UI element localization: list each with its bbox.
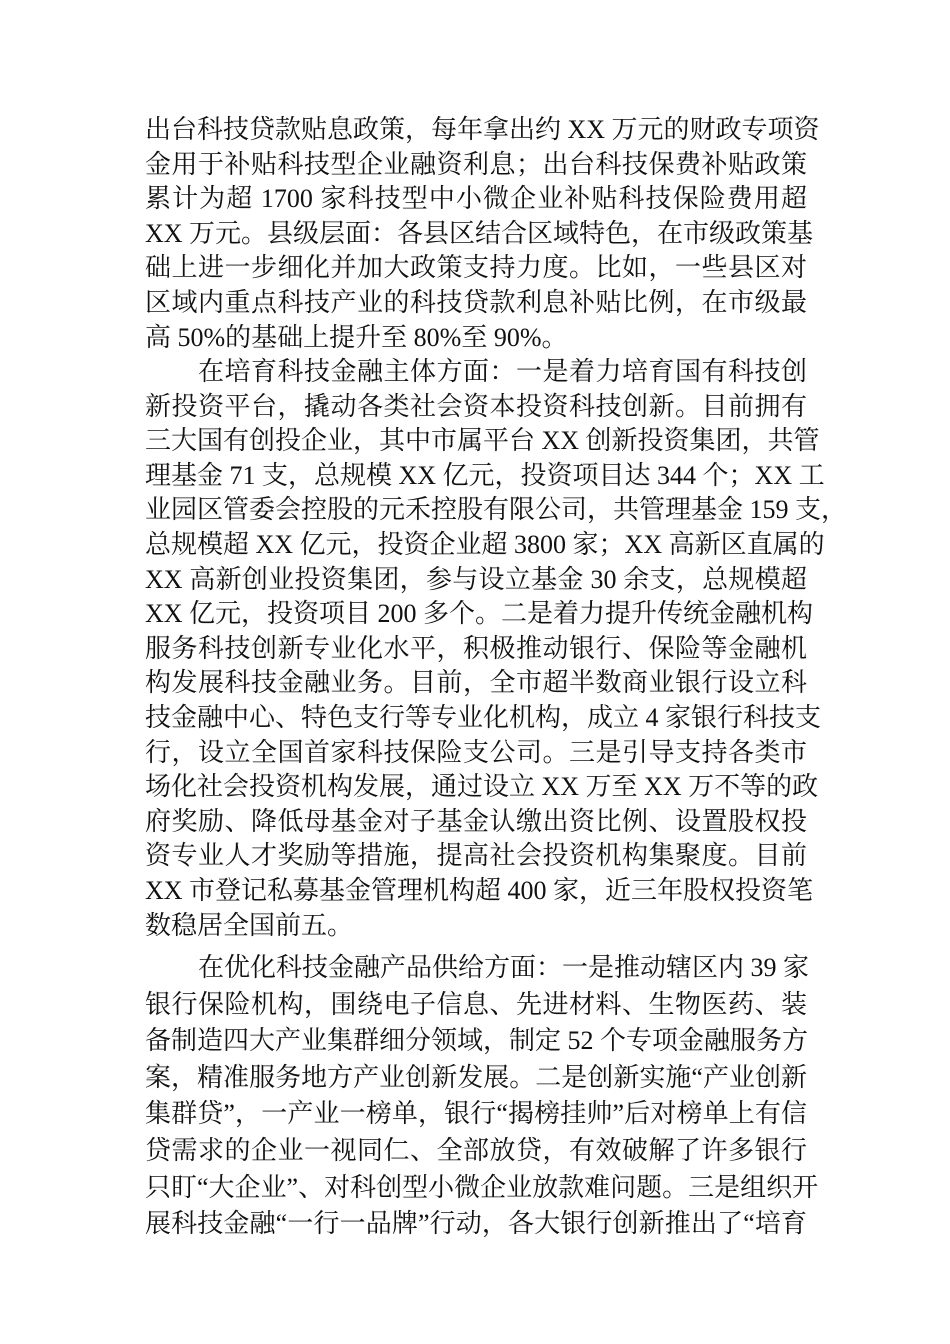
text-line: 场化社会投资机构发展，通过设立 XX 万至 XX 万不等的政 bbox=[145, 772, 819, 802]
text-line: 服务科技创新专业化水平，积极推动银行、保险等金融机 bbox=[145, 633, 807, 663]
text-line: 贷需求的企业一视同仁、全部放贷，有效破解了许多银行 bbox=[145, 1135, 807, 1165]
paragraph-financial-products bbox=[145, 950, 819, 1243]
text-line: 行，设立全国首家科技保险支公司。三是引导支持各类市 bbox=[145, 737, 807, 767]
text-line: 在优化科技金融产品供给方面：一是推动辖区内 39 家 bbox=[198, 953, 810, 982]
text-line: 集群贷”，一产业一榜单，银行“揭榜挂帅”后对榜单上有信 bbox=[145, 1099, 807, 1129]
text-line: 银行保险机构，围绕电子信息、先进材料、生物医药、装 bbox=[145, 989, 807, 1019]
text-line: 总规模超 XX 亿元，投资企业超 3800 家；XX 高新区直属的 bbox=[145, 529, 825, 559]
text-line: 金用于补贴科技型企业融资利息；出台科技保费补贴政策 bbox=[145, 149, 807, 179]
text-line: 累计为超 1700 家科技型中小微企业补贴科技保险费用超 bbox=[145, 184, 807, 214]
text-line: 高 50%的基础上提升至 80%至 90%。 bbox=[145, 322, 568, 352]
text-line: 础上进一步细化并加大政策支持力度。比如，一些县区对 bbox=[145, 253, 807, 283]
text-line: 区域内重点科技产业的科技贷款利息补贴比例，在市级最 bbox=[145, 287, 807, 317]
text-line: 出台科技贷款贴息政策，每年拿出约 XX 万元的财政专项资 bbox=[145, 115, 820, 144]
text-line: 技金融中心、特色支行等专业化机构，成立 4 家银行科技支 bbox=[145, 702, 822, 732]
text-line: XX 万元。县级层面：各县区结合区域特色，在市级政策基 bbox=[145, 218, 814, 248]
text-line: 府奖励、降低母基金对子基金认缴出资比例、设置股权投 bbox=[145, 806, 807, 836]
text-line: 三大国有创投企业，其中市属平台 XX 创新投资集团，共管 bbox=[145, 426, 820, 456]
text-line: 资专业人才奖励等措施，提高社会投资机构集聚度。目前 bbox=[145, 841, 807, 871]
text-line: XX 高新创业投资集团，参与设立基金 30 余支，总规模超 bbox=[145, 564, 807, 594]
text-line: 新投资平台，撬动各类社会资本投资科技创新。目前拥有 bbox=[145, 391, 807, 421]
text-line: 数稳居全国前五。 bbox=[145, 910, 354, 940]
paragraph-financial-entities bbox=[145, 355, 848, 943]
text-line: 理基金 71 支，总规模 XX 亿元，投资项目达 344 个；XX 工 bbox=[145, 460, 825, 490]
text-line: XX 市登记私募基金管理机构超 400 家，近三年股权投资笔 bbox=[145, 875, 814, 905]
text-line: XX 亿元，投资项目 200 多个。二是着力提升传统金融机构 bbox=[145, 599, 814, 629]
text-line: 构发展科技金融业务。目前，全市超半数商业银行设立科 bbox=[145, 668, 807, 698]
text-line: 只盯“大企业”、对科创型小微企业放款难问题。三是组织开 bbox=[145, 1172, 819, 1202]
text-line: 案，精准服务地方产业创新发展。二是创新实施“产业创新 bbox=[145, 1062, 807, 1092]
paragraph-policy-subsidies bbox=[145, 113, 820, 355]
text-line: 在培育科技金融主体方面：一是着力培育国有科技创 bbox=[198, 357, 807, 386]
text-line: 展科技金融“一行一品牌”行动，各大银行创新推出了“培育 bbox=[145, 1209, 807, 1239]
text-line: 备制造四大产业集群细分领域，制定 52 个专项金融服务方 bbox=[145, 1026, 809, 1056]
text-line: 业园区管委会控股的元禾控股有限公司，共管理基金 159 支， bbox=[145, 495, 848, 525]
